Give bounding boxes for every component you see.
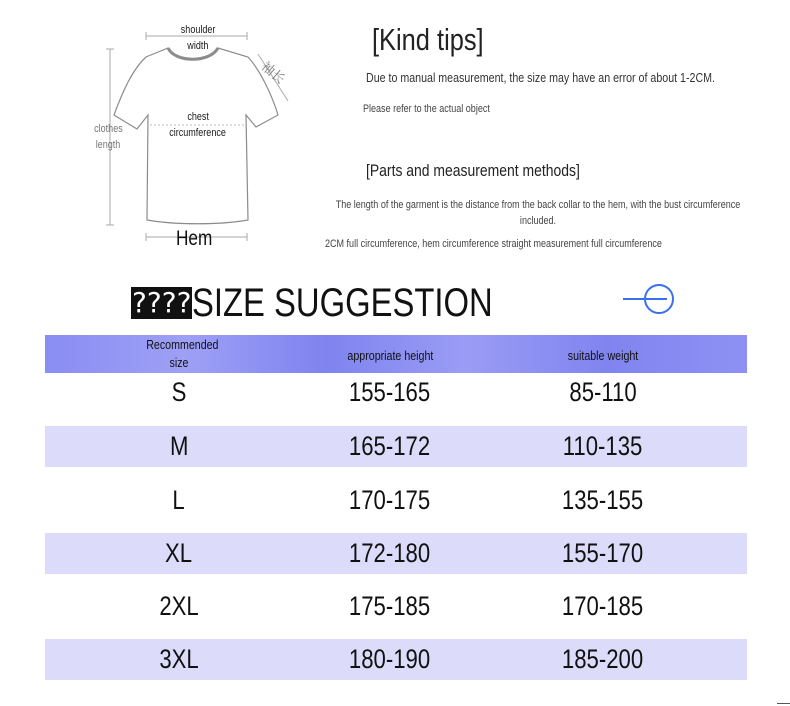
tshirt-measurement-diagram	[80, 15, 310, 260]
table-header	[45, 335, 747, 373]
weight-cell: 110-135	[563, 431, 643, 461]
weight-cell: 155-170	[562, 538, 644, 568]
height-cell: 172-180	[349, 538, 431, 568]
header-appropriate-height: appropriate height	[347, 348, 433, 363]
parts-measurement-title: [Parts and measurement methods]	[366, 161, 580, 180]
size-table	[45, 335, 747, 680]
height-cell: 155-165	[349, 377, 431, 407]
size-cell: XL	[165, 538, 193, 568]
hem-label: Hem	[175, 227, 213, 250]
size-suggestion-title: SIZE SUGGESTION	[192, 280, 494, 325]
table-row	[45, 467, 747, 533]
size-cell: 3XL	[159, 644, 199, 674]
weight-cell: 135-155	[562, 484, 644, 515]
size-cell: L	[172, 484, 186, 515]
size-cell: M	[169, 431, 189, 461]
height-cell: 165-172	[349, 431, 431, 461]
size-cell: 2XL	[159, 591, 199, 621]
header-suitable-weight: suitable weight	[567, 348, 639, 363]
weight-cell: 170-185	[562, 591, 644, 621]
height-cell: 175-185	[349, 591, 431, 621]
zoom-out-icon[interactable]	[621, 283, 677, 317]
weight-cell: 85-110	[569, 377, 637, 407]
shoulder-width-label: shoulder width	[180, 24, 216, 52]
table-row	[45, 639, 747, 680]
size-suggestion-heading	[131, 280, 559, 326]
table-row	[45, 574, 747, 639]
weight-cell: 185-200	[562, 644, 644, 674]
tip-measurement-error: Due to manual measurement, the size may have an error of about 1-2CM.	[366, 70, 715, 85]
height-cell: 180-190	[349, 644, 431, 674]
height-cell: 170-175	[349, 484, 431, 515]
table-row	[45, 426, 747, 467]
corner-divider	[777, 703, 790, 704]
clothes-length-label: clothes length	[93, 123, 123, 151]
table-row	[45, 533, 747, 574]
method-circumference: 2CM full circumference, hem circumference straight measurement full circumference	[325, 238, 662, 250]
tip-actual-object: Please refer to the actual object	[363, 103, 490, 115]
chest-circumference-label: chest circumference	[169, 111, 227, 139]
header-recommended-size: Recommended size	[146, 337, 219, 370]
method-garment-length: The length of the garment is the distance from the back collar to the hem, with the bust circumference included.	[335, 199, 741, 227]
kind-tips-title: [Kind tips]	[372, 22, 484, 57]
table-row	[45, 373, 747, 412]
size-cell: S	[171, 377, 187, 407]
sleeve-length-label: 袖长	[258, 58, 289, 87]
missing-glyph-block: ????	[132, 286, 192, 319]
